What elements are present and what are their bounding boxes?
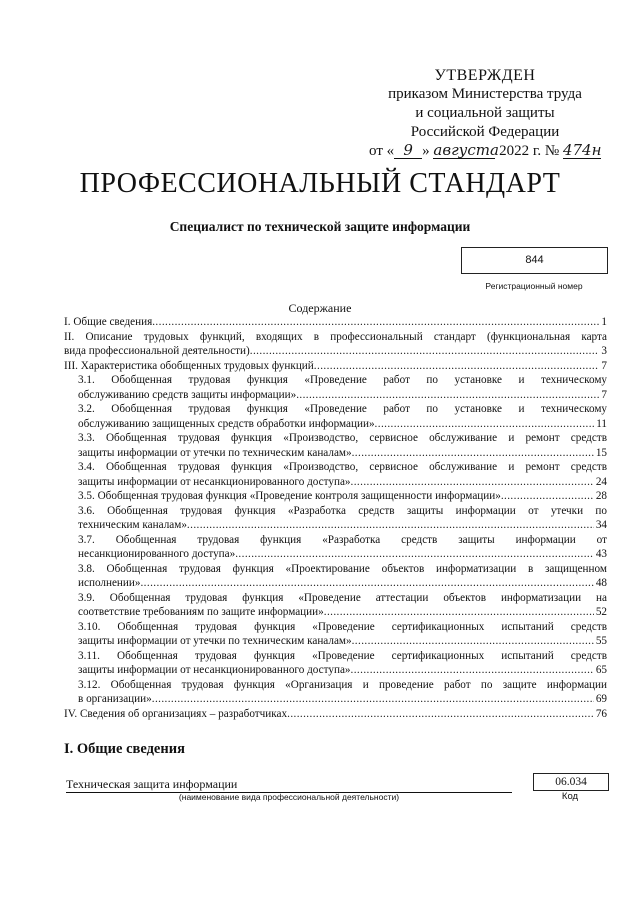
toc-item-text: 3.4. Обобщенная трудовая функция «Производство, сервисное обслуживание и ремонт средств [78, 461, 607, 473]
toc-item-title: защиты информации от утечки по техническим каналам» [78, 635, 352, 647]
toc-item-line [78, 475, 607, 490]
toc-leader-dots [250, 344, 600, 359]
toc-leader-dots [352, 634, 594, 649]
toc-item-title: I. Общие сведения [64, 316, 153, 328]
toc-page-number: 34 [595, 519, 607, 531]
toc-item-line [78, 634, 607, 649]
toc-item-line [78, 547, 607, 562]
toc-page-number: 43 [595, 548, 607, 560]
toc-item-line [78, 576, 607, 591]
toc-item-text: 3.12. Обобщенная трудовая функция «Организация и проведение работ по защите информации [78, 678, 607, 691]
toc-item [64, 402, 607, 431]
toc-item-line [78, 663, 607, 678]
toc-page-number: 1 [601, 316, 607, 328]
toc-item-text: 3.9. Обобщенная трудовая функция «Проведение аттестации объектов информатизации на [78, 591, 607, 604]
toc-page-number: 15 [595, 446, 607, 459]
toc-item [64, 373, 607, 402]
toc-item-title: обслуживанию защищенных средств обработки информации» [78, 417, 375, 430]
toc-page-number: 69 [595, 693, 607, 705]
toc-page-number: 65 [595, 664, 607, 676]
toc-leader-dots [314, 359, 600, 374]
toc-leader-dots [235, 547, 594, 562]
toc-item-title: IV. Сведения об организациях – разработчиках [64, 707, 288, 720]
registration-number-box: 844 [461, 247, 608, 274]
toc-item-text: 3.10. Обобщенная трудовая функция «Проведение сертификационных испытаний средств [78, 620, 607, 633]
toc-page-number: 48 [595, 577, 607, 589]
toc-leader-dots [352, 446, 594, 461]
toc-item-text: 3.6. Обобщенная трудовая функция «Разработка средств защиты информации от утечки по [78, 504, 607, 517]
toc-item-line [64, 707, 607, 722]
toc-item-title: обслуживанию средств защиты информации» [78, 388, 297, 401]
toc-page-number: 24 [595, 475, 607, 488]
toc-leader-dots [140, 576, 593, 591]
toc-leader-dots [287, 707, 594, 722]
activity-name-note: (наименование вида профессиональной деятельности) [178, 792, 400, 802]
activity-code-box: 06.034 [533, 773, 609, 791]
document-title: ПРОФЕССИОНАЛЬНЫЙ СТАНДАРТ [79, 168, 561, 199]
toc-item [64, 504, 607, 533]
approval-line-social: и социальной защиты [415, 105, 555, 121]
date-month: августа [433, 141, 499, 159]
document-subtitle: Специалист по технической защите информации [169, 219, 471, 234]
toc-item-title: 3.5. Обобщенная трудовая функция «Проведение контроля защищенности информации» [78, 490, 501, 502]
toc-item [64, 591, 607, 620]
toc-leader-dots [324, 605, 594, 620]
toc-item-title: защиты информации от несанкционированного доступа» [78, 475, 351, 488]
toc-item-title: защиты информации от несанкционированного доступа» [78, 664, 351, 676]
toc-item [64, 678, 607, 707]
toc-item [64, 489, 607, 504]
toc-item-line [64, 315, 607, 330]
toc-item [64, 460, 607, 489]
toc-item [64, 620, 607, 649]
toc-item-title: исполнении» [78, 577, 141, 589]
toc-page-number: 7 [601, 388, 607, 401]
date-year: 2022 г. № [499, 143, 560, 159]
toc-item-text: 3.3. Обобщенная трудовая функция «Производство, сервисное обслуживание и ремонт средств [78, 432, 607, 444]
toc-leader-dots [152, 315, 599, 330]
toc-leader-dots [375, 417, 595, 432]
toc-page-number: 3 [601, 345, 607, 357]
toc-item-text: 3.11. Обобщенная трудовая функция «Проведение сертификационных испытаний средств [78, 649, 607, 662]
toc-item-title: в организации» [78, 693, 152, 705]
toc-item-line [64, 344, 607, 359]
toc-item-title: III. Характеристика обобщенных трудовых функций [64, 359, 314, 372]
toc-item [64, 649, 607, 678]
toc-item-line [78, 605, 607, 620]
toc-item-text: 3.8. Обобщенная трудовая функция «Проектирование объектов информатизации в защищенном [78, 562, 607, 575]
toc-item-text: 3.1. Обобщенная трудовая функция «Проведение работ по установке и техническому [78, 374, 607, 386]
approval-line-country: Российской Федерации [410, 124, 560, 140]
toc-item [64, 533, 607, 562]
section-1-heading: I. Общие сведения [64, 741, 185, 757]
toc-leader-dots [501, 489, 594, 504]
toc-leader-dots [351, 663, 594, 678]
toc-item-title: соответствие требованиям по защите информации» [78, 606, 324, 618]
toc-leader-dots [296, 388, 599, 403]
toc-item-line [64, 359, 607, 374]
toc-item-line [78, 489, 607, 504]
toc-item-line [78, 417, 607, 432]
toc-item-text: 3.7. Обобщенная трудовая функция «Разработка средств защиты информации от [78, 533, 607, 546]
toc-page-number: 28 [595, 490, 607, 502]
activity-code-label: Код [561, 791, 579, 802]
date-prefix: от « [369, 143, 395, 159]
toc-item-line [78, 518, 607, 533]
date-mid: » [422, 143, 430, 159]
toc-page-number: 76 [595, 707, 607, 720]
toc-page-number: 11 [596, 417, 607, 430]
toc-item-title: защиты информации от утечки по техническим каналам» [78, 446, 352, 459]
toc-page-number: 7 [601, 359, 607, 372]
toc-item-title: техническим каналам» [78, 519, 187, 531]
toc-item-title: несанкционированного доступа» [78, 548, 236, 560]
toc-leader-dots [152, 692, 594, 707]
toc-item [64, 707, 607, 722]
toc-heading: Содержание [288, 301, 352, 315]
toc-leader-dots [351, 475, 594, 490]
toc-item [64, 562, 607, 591]
approval-status: УТВЕРЖДЕН [434, 67, 536, 84]
approval-line-ministry: приказом Министерства труда [388, 86, 582, 102]
toc-item-line [78, 388, 607, 403]
activity-name: Техническая защита информации [66, 777, 512, 793]
table-of-contents [64, 315, 607, 721]
approval-block [360, 66, 610, 161]
approval-date [360, 142, 610, 161]
order-number: 474н [562, 141, 602, 159]
date-day: 9 [394, 143, 422, 159]
toc-item [64, 359, 607, 374]
toc-item-text: 3.2. Обобщенная трудовая функция «Проведение работ по установке и техническому [78, 403, 607, 415]
toc-item-line [78, 446, 607, 461]
toc-item-text: II. Описание трудовых функций, входящих в профессиональный стандарт (функциональная карта [64, 330, 607, 343]
toc-page-number: 52 [595, 606, 607, 618]
registration-number-label: Регистрационный номер [485, 281, 583, 291]
toc-item [64, 431, 607, 460]
toc-item-title: вида профессиональной деятельности) [64, 345, 250, 357]
toc-leader-dots [187, 518, 594, 533]
toc-item [64, 330, 607, 359]
toc-page-number: 55 [595, 635, 607, 647]
toc-item-line [78, 692, 607, 707]
toc-item [64, 315, 607, 330]
